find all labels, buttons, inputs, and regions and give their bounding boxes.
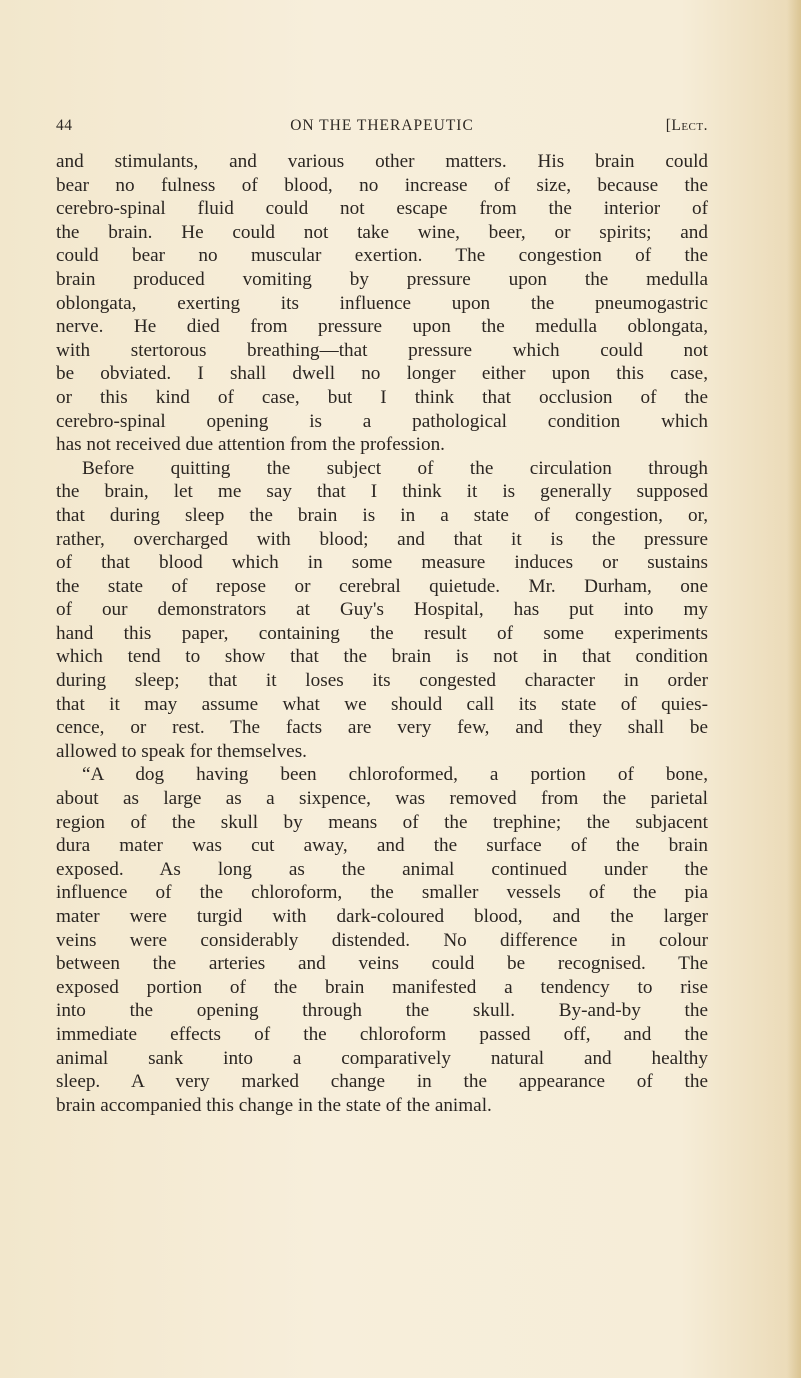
text-line: and stimulants, and various other matters. His brain could xyxy=(56,151,708,172)
text-line: of our demonstrators at Guy's Hospital, has put into my xyxy=(56,599,708,621)
text-line: influence of the chloroform, the smaller vessels of the pia xyxy=(56,882,708,904)
text-line: brain accompanied this change in the state of the animal. xyxy=(56,1094,492,1116)
page-edge-shadow xyxy=(787,0,801,1378)
text-line: cerebro-spinal fluid could not escape from the interior of xyxy=(56,198,708,220)
text-line: that it may assume what we should call its state of quies- xyxy=(56,693,708,715)
text-line: the brain. He could not take wine, beer, or spirits; and xyxy=(56,221,708,243)
running-title: ON THE THERAPEUTIC xyxy=(290,117,474,134)
text-line: has not received due attention from the profession. xyxy=(56,434,445,456)
text-line: immediate effects of the chloroform passed off, and the xyxy=(56,1023,708,1045)
text-line: rather, overcharged with blood; and that it is the pressure xyxy=(56,528,708,550)
text-line: animal sank into a comparatively natural and healthy xyxy=(56,1047,708,1069)
text-line: brain produced vomiting by pressure upon the medulla xyxy=(56,268,708,290)
text-line: with stertorous breathing—that pressure which could not xyxy=(56,339,708,361)
text-line: into the opening through the skull. By-and-by the xyxy=(56,1000,708,1022)
text-line: during sleep; that it loses its congested character in order xyxy=(56,670,708,692)
text-line: exposed. As long as the animal continued under the xyxy=(56,858,708,880)
text-line: of that blood which in some measure induces or sustains xyxy=(56,552,708,574)
text-line: “A dog having been chloroformed, a portion of bone, xyxy=(82,764,708,786)
text-line: hand this paper, containing the result of some experiments xyxy=(56,622,708,644)
body-text xyxy=(56,150,708,1117)
text-line: nerve. He died from pressure upon the medulla oblongata, xyxy=(56,316,708,338)
running-head xyxy=(56,117,708,139)
text-line: region of the skull by means of the trephine; the subjacent xyxy=(56,811,708,833)
lecture-bracket: [ xyxy=(665,117,672,134)
text-line: the state of repose or cerebral quietude. Mr. Durham, one xyxy=(56,575,708,597)
text-line: Before quitting the subject of the circulation through xyxy=(82,457,708,479)
text-line: dura mater was cut away, and the surface of the brain xyxy=(56,835,708,857)
text-line: that during sleep the brain is in a state of congestion, or, xyxy=(56,504,708,526)
text-line: mater were turgid with dark-coloured blood, and the larger xyxy=(56,906,708,927)
text-line: veins were considerably distended. No difference in colour xyxy=(56,929,708,951)
text-line: which tend to show that the brain is not in that condition xyxy=(56,646,708,668)
text-line: between the arteries and veins could be recognised. The xyxy=(56,953,708,975)
lecture-abbrev: Lect. xyxy=(671,117,708,134)
text-line: could bear no muscular exertion. The congestion of the xyxy=(56,245,708,267)
text-line: about as large as a sixpence, was removed from the parietal xyxy=(56,788,708,810)
text-line: the brain, let me say that I think it is generally supposed xyxy=(56,481,708,503)
text-line: allowed to speak for themselves. xyxy=(56,740,307,762)
text-line: cence, or rest. The facts are very few, and they shall be xyxy=(56,717,708,739)
text-line: sleep. A very marked change in the appearance of the xyxy=(56,1071,708,1093)
page-number: 44 xyxy=(56,117,73,134)
text-line: exposed portion of the brain manifested a tendency to rise xyxy=(56,976,708,998)
text-line: or this kind of case, but I think that occlusion of the xyxy=(56,386,708,408)
lecture-label xyxy=(666,117,708,135)
text-line: oblongata, exerting its influence upon the pneumogastric xyxy=(56,292,708,314)
text-line: cerebro-spinal opening is a pathological condition which xyxy=(56,410,708,432)
text-line: be obviated. I shall dwell no longer either upon this case, xyxy=(56,363,708,385)
text-line: bear no fulness of blood, no increase of size, because the xyxy=(56,174,708,196)
